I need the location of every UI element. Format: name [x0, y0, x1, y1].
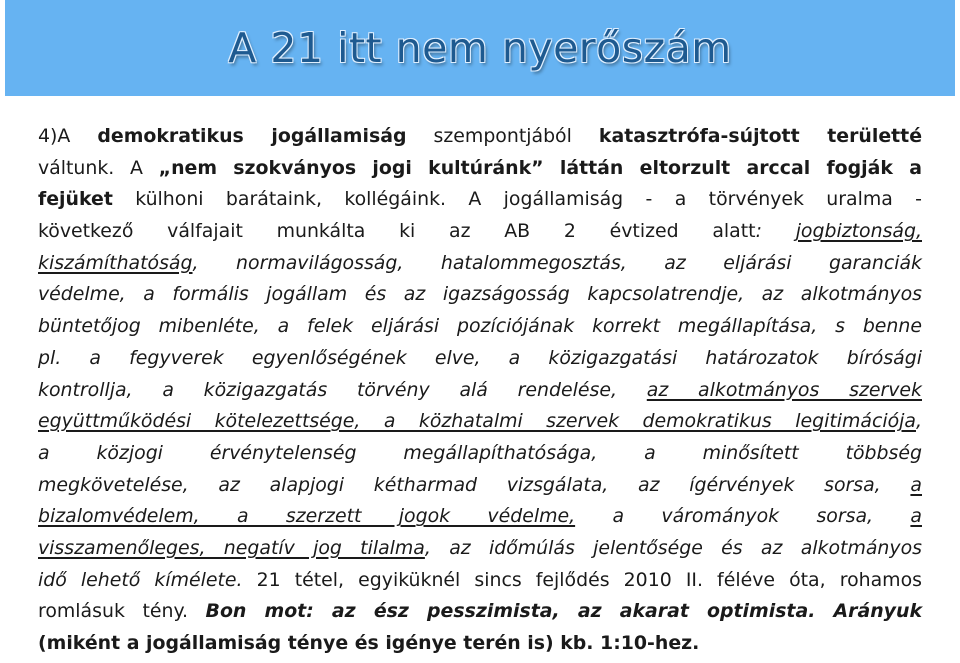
text-segment: 21 tétel, egyiküknél sincs fejlődés 2010 II. féléve óta, rohamos [242, 568, 922, 591]
text-line [38, 121, 922, 153]
text-segment: , az időmúlás jelentősége és az alkotmányos [424, 536, 922, 559]
page-title: A 21 itt nem nyerőszám [228, 24, 732, 72]
text-segment: kontrollja, a közigazgatás törvény alá rendelése, [38, 378, 647, 401]
text-line [38, 470, 922, 502]
text-line [38, 153, 922, 185]
text-segment: bizalomvédelem, a szerzett jogok védelme, [38, 505, 576, 528]
text-segment: a közjogi érvénytelenség megállapíthatósága, a minősített többség [38, 441, 922, 464]
text-segment: Bon mot: az ész pesszimista, az akarat optimista. Arányuk [205, 600, 923, 623]
text-line [38, 438, 922, 470]
text-segment: szempontjából [406, 125, 599, 147]
title-bar [5, 0, 955, 96]
text-line [38, 628, 922, 660]
body-paragraph [38, 121, 922, 660]
text-line [38, 279, 922, 311]
text-segment: , [915, 410, 922, 433]
text-line [38, 248, 922, 280]
text-segment: jogbiztonság, [795, 220, 922, 243]
text-segment: „nem szokványos jogi kultúránk” láttán eltorzult arccal fogják a [158, 156, 922, 179]
text-segment: visszamenőleges, negatív jog tilalma [38, 536, 425, 559]
text-segment: (miként a jogállamiság ténye és igénye terén is) kb. 1:10-hez. [38, 632, 700, 654]
text-segment: külhoni barátaink, kollégáink. A jogállamiság - a törvények uralma - [112, 188, 922, 211]
text-line [38, 406, 922, 438]
text-line [38, 311, 922, 343]
text-line [38, 216, 922, 248]
text-segment: kiszámíthatóság [38, 251, 193, 274]
text-segment: megkövetelése, az alapjogi kétharmad vizsgálata, az ígérvények sorsa, [38, 473, 911, 496]
text-segment: fejüket [38, 188, 113, 211]
text-segment: a [910, 505, 922, 528]
text-segment: büntetőjog mibenléte, a felek eljárási pozíciójának korrekt megállapítása, s benne [38, 315, 922, 338]
text-line [38, 533, 922, 565]
text-line [38, 343, 922, 375]
text-segment: az alkotmányos szervek [646, 378, 922, 401]
text-segment: katasztrófa-sújtott területté [598, 125, 923, 147]
text-line [38, 375, 922, 407]
text-segment: következő válfajait munkálta ki az AB 2 évtized alatt [38, 220, 756, 243]
text-line [38, 501, 922, 533]
text-line [38, 596, 922, 628]
text-line [38, 184, 922, 216]
text-segment: idő lehető kímélete. [38, 568, 243, 591]
text-segment: 4)A [38, 125, 98, 147]
text-segment: , normavilágosság, hatalommegosztás, az eljárási garanciák [192, 251, 922, 274]
text-segment: váltunk. A [38, 156, 159, 179]
text-segment: a [910, 473, 922, 496]
text-segment: együttműködési kötelezettsége, a közhatalmi szervek demokratikus legitimációja [38, 410, 916, 433]
text-segment: pl. a fegyverek egyenlőségének elve, a közigazgatási határozatok bírósági [38, 346, 922, 369]
text-line [38, 565, 922, 597]
text-segment: : [755, 220, 796, 243]
text-segment: a várományok sorsa, [575, 505, 911, 528]
text-segment: védelme, a formális jogállam és az igazságosság kapcsolatrendje, az alkotmányos [38, 283, 922, 306]
text-segment: demokratikus jogállamiság [97, 125, 407, 147]
text-segment: romlásuk tény. [38, 600, 206, 623]
